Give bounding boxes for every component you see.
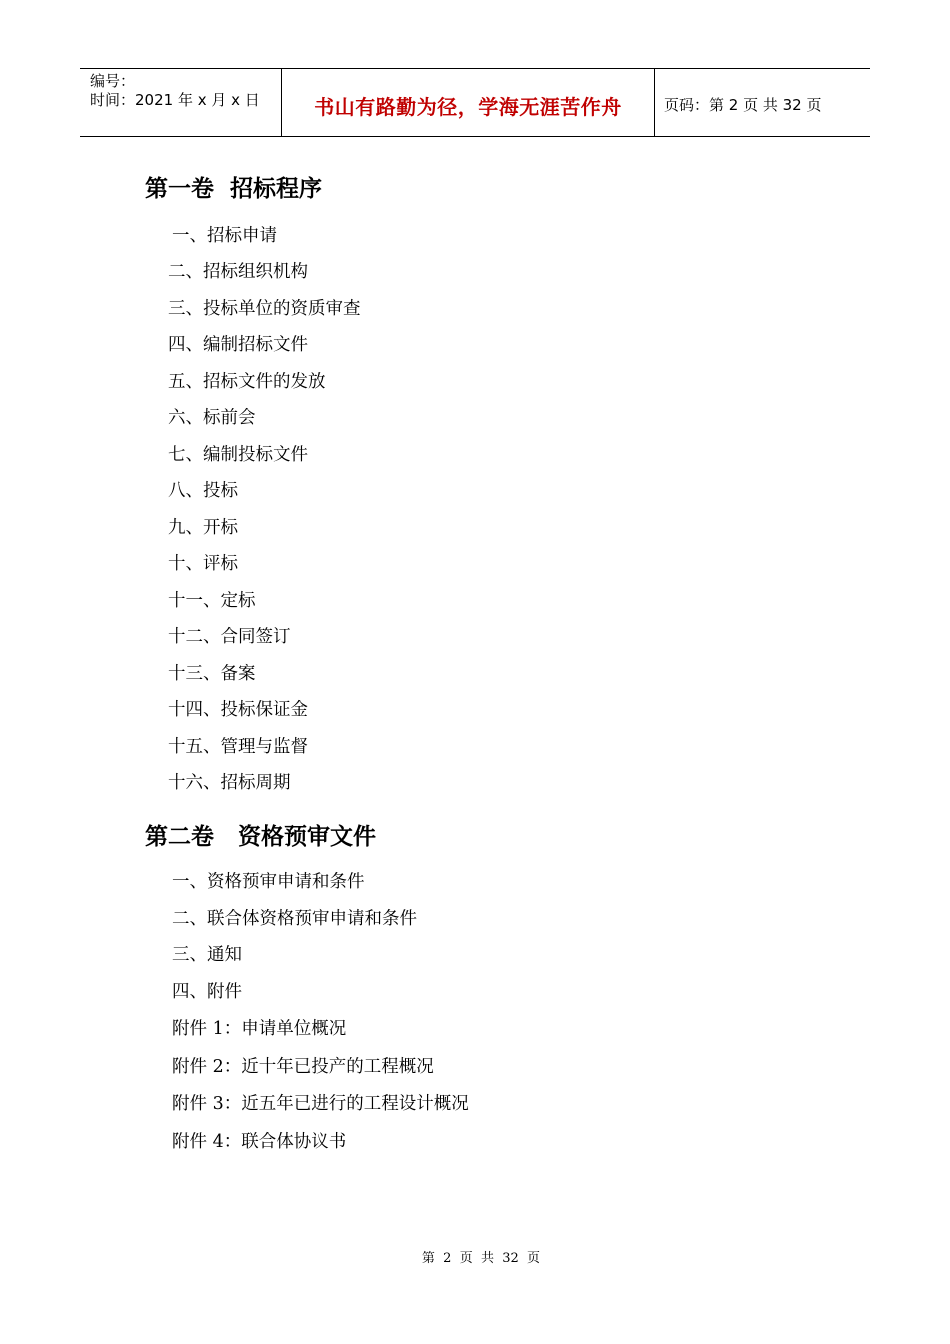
list-item: 三、通知 — [172, 945, 242, 965]
document-number-label: 编号： — [90, 72, 136, 90]
list-item: 十、评标 — [168, 554, 238, 574]
page-footer: 第 2 页 共 32 页 — [421, 1251, 541, 1266]
list-item: 十一、定标 — [168, 591, 256, 611]
list-item: 八、投标 — [168, 481, 238, 501]
list-item: 十四、投标保证金 — [168, 700, 308, 720]
list-item: 一、招标申请 — [172, 226, 277, 246]
header-meta-cell — [80, 69, 282, 136]
list-item: 六、标前会 — [168, 408, 256, 428]
list-item: 七、编制投标文件 — [168, 445, 308, 465]
list-item: 一、资格预审申请和条件 — [172, 872, 365, 892]
list-item: 三、投标单位的资质审查 — [168, 299, 361, 319]
list-item: 四、编制招标文件 — [168, 335, 308, 355]
list-item: 十六、招标周期 — [168, 773, 291, 793]
header-page-cell — [655, 69, 870, 136]
header-table — [80, 68, 870, 137]
document-date-label: 时间：2021 年 x 月 x 日 — [90, 91, 260, 109]
list-item: 附件 2：近十年已投产的工程概况 — [172, 1057, 434, 1077]
volume1-title: 第一卷 招标程序 — [145, 176, 323, 202]
list-item: 十五、管理与监督 — [168, 737, 308, 757]
list-item: 二、招标组织机构 — [168, 262, 308, 282]
list-item: 附件 4：联合体协议书 — [172, 1132, 347, 1152]
list-item: 十二、合同签订 — [168, 627, 291, 647]
header-motto: 书山有路勤为径，学海无涯苦作舟 — [314, 95, 622, 119]
header-motto-cell — [282, 69, 655, 136]
list-item: 九、开标 — [168, 518, 238, 538]
list-item: 十三、备案 — [168, 664, 256, 684]
list-item: 四、附件 — [172, 982, 242, 1002]
list-item: 附件 1：申请单位概况 — [172, 1019, 347, 1039]
list-item: 五、招标文件的发放 — [168, 372, 326, 392]
list-item: 二、联合体资格预审申请和条件 — [172, 909, 417, 929]
list-item: 附件 3：近五年已进行的工程设计概况 — [172, 1094, 469, 1114]
header-page-indicator: 页码：第 2 页 共 32 页 — [664, 96, 822, 114]
volume2-title: 第二卷 资格预审文件 — [145, 824, 377, 850]
